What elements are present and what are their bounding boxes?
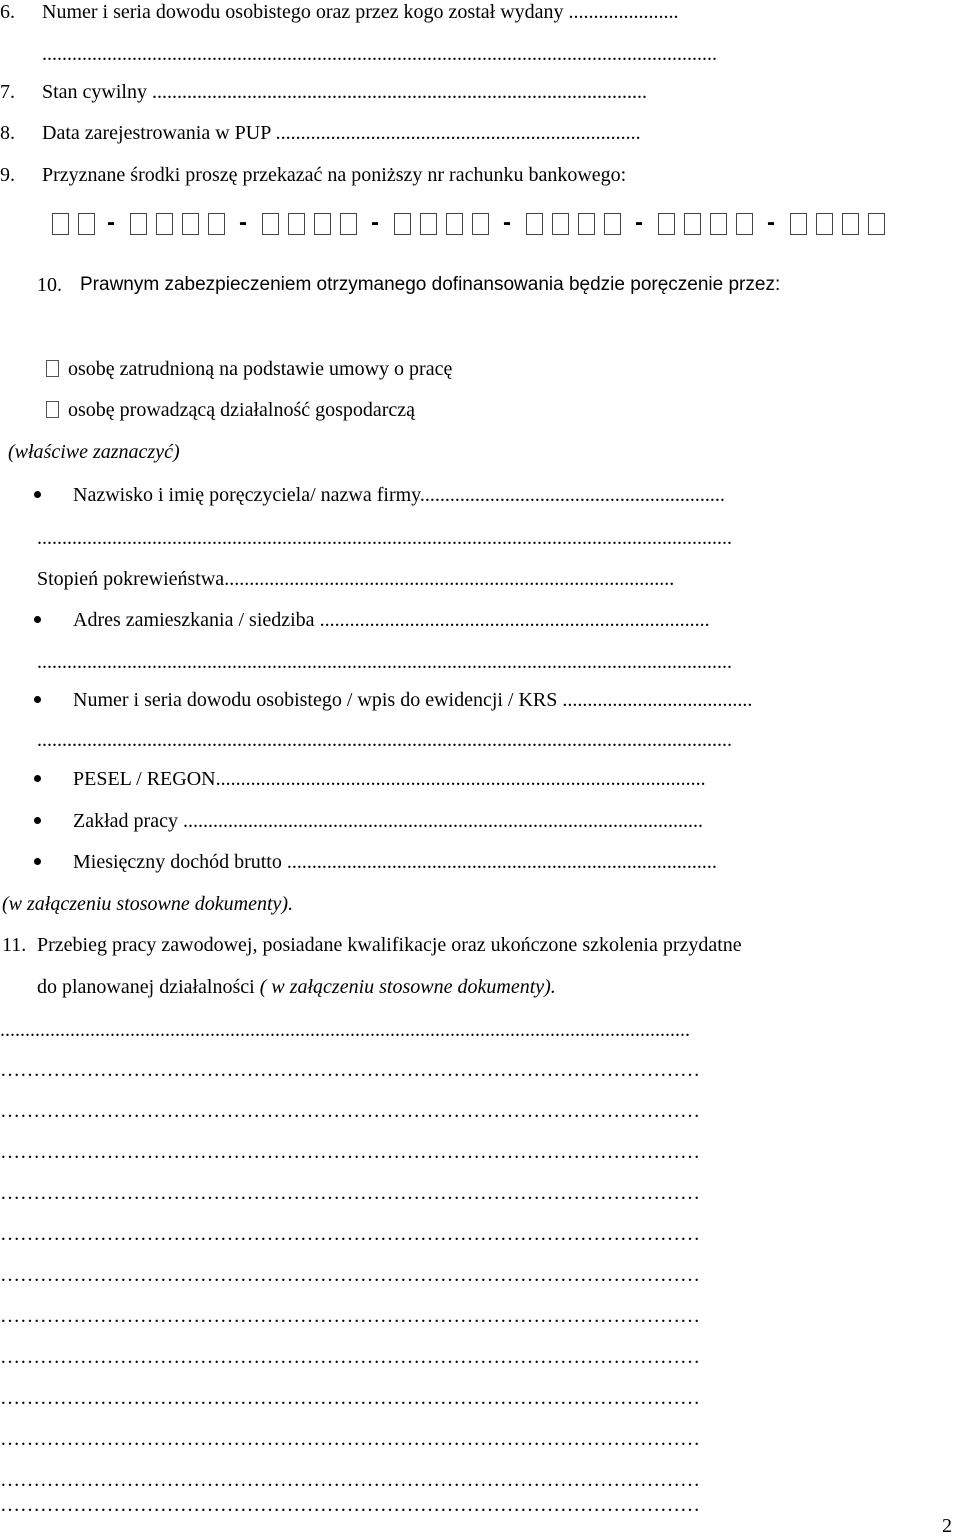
digit-box[interactable] [156, 213, 173, 235]
field-label: Adres zamieszkania / siedziba .............................................................................. [73, 609, 710, 631]
ellipsis-line: …………………………………………………………………………………………… [0, 1469, 700, 1491]
item-number: 7. [0, 81, 15, 103]
note-select: (właściwe zaznaczyć) [8, 441, 180, 463]
separator: - [371, 209, 379, 236]
digit-box[interactable] [604, 213, 621, 235]
field-label: Miesięczny dochód brutto ...................................................................................... [73, 851, 717, 873]
note-attachments: (w załączeniu stosowne dokumenty). [2, 893, 294, 915]
dotted-fill: ........................................................................................................................................... [37, 651, 732, 673]
field-label: Zakład pracy ........................................................................................................ [73, 810, 703, 832]
separator: - [635, 209, 643, 236]
digit-box[interactable] [288, 213, 305, 235]
digit-box[interactable] [420, 213, 437, 235]
bullet-icon [34, 858, 41, 865]
ellipsis-line: …………………………………………………………………………………………… [0, 1387, 700, 1409]
digit-box[interactable] [790, 213, 807, 235]
digit-box[interactable] [736, 213, 753, 235]
bullet-icon [34, 696, 41, 703]
item-text: Prawnym zabezpieczeniem otrzymanego dofinansowania będzie poręczenie przez: [80, 274, 781, 295]
digit-box[interactable] [684, 213, 701, 235]
ellipsis-line: …………………………………………………………………………………………… [0, 1305, 700, 1327]
ellipsis-line: …………………………………………………………………………………………… [0, 1182, 700, 1204]
separator: - [239, 209, 247, 236]
field-label: Numer i seria dowodu osobistego / wpis do ewidencji / KRS ...................................... [73, 689, 753, 711]
separator: - [503, 209, 511, 236]
digit-box[interactable] [842, 213, 859, 235]
page-number: 2 [942, 1515, 952, 1537]
item-text: Stan cywilny ................................................................................................... [42, 81, 647, 103]
item-number: 8. [0, 122, 15, 144]
option-label: osobę prowadzącą działalność gospodarczą [68, 399, 416, 421]
item-text: do planowanej działalności [37, 976, 255, 998]
digit-box[interactable] [130, 213, 147, 235]
item-number: 9. [0, 164, 15, 186]
ellipsis-line: …………………………………………………………………………………………… [0, 1059, 700, 1081]
checkbox[interactable] [46, 401, 59, 418]
ellipsis-line: …………………………………………………………………………………………… [0, 1223, 700, 1245]
field-label: PESEL / REGON.................................................................................................. [73, 768, 706, 790]
item-number: 6. [0, 1, 15, 23]
bullet-icon [34, 491, 41, 498]
field-kinship: Stopień pokrewieństwa.......................................................................................... [37, 568, 675, 590]
ellipsis-line: …………………………………………………………………………………………… [0, 1264, 700, 1286]
item-number: 10. [37, 274, 62, 296]
digit-box[interactable] [868, 213, 885, 235]
digit-box[interactable] [472, 213, 489, 235]
dotted-fill: ....................................................................................................................................... [42, 43, 717, 65]
digit-box[interactable] [552, 213, 569, 235]
bank-account-boxes[interactable] [52, 211, 912, 239]
ellipsis-line: …………………………………………………………………………………………… [0, 1141, 700, 1163]
bullet-icon [34, 616, 41, 623]
separator: - [107, 209, 115, 236]
dotted-line: .......................................................................................................................................... [0, 1019, 690, 1041]
digit-box[interactable] [394, 213, 411, 235]
digit-box[interactable] [314, 213, 331, 235]
ellipsis-line: …………………………………………………………………………………………… [0, 1494, 700, 1516]
option-business[interactable] [46, 398, 415, 422]
ellipsis-line: …………………………………………………………………………………………… [0, 1100, 700, 1122]
item-text: Data zarejestrowania w PUP ......................................................................... [42, 122, 641, 144]
digit-box[interactable] [262, 213, 279, 235]
digit-box[interactable] [710, 213, 727, 235]
digit-box[interactable] [52, 213, 69, 235]
digit-box[interactable] [446, 213, 463, 235]
option-employed[interactable] [46, 357, 452, 381]
digit-box[interactable] [816, 213, 833, 235]
bullet-icon [34, 775, 41, 782]
item-text: Numer i seria dowodu osobistego oraz przez kogo został wydany ...................... [42, 1, 679, 23]
dotted-fill: ........................................................................................................................................... [37, 527, 732, 549]
digit-box[interactable] [340, 213, 357, 235]
dotted-fill: ........................................................................................................................................... [37, 729, 732, 751]
item-text-italic: ( w załączeniu stosowne dokumenty). [254, 976, 556, 998]
bullet-icon [34, 817, 41, 824]
field-label: Nazwisko i imię poręczyciela/ nazwa firmy............................................................. [73, 484, 725, 506]
digit-box[interactable] [658, 213, 675, 235]
separator: - [767, 209, 775, 236]
item-11-line-2 [37, 975, 556, 999]
item-text: Przebieg pracy zawodowej, posiadane kwalifikacje oraz ukończone szkolenia przydatne [37, 934, 742, 956]
digit-box[interactable] [578, 213, 595, 235]
ellipsis-line: …………………………………………………………………………………………… [0, 1346, 700, 1368]
option-label: osobę zatrudnioną na podstawie umowy o pracę [68, 358, 453, 380]
digit-box[interactable] [182, 213, 199, 235]
item-number: 11. [2, 934, 27, 956]
digit-box[interactable] [78, 213, 95, 235]
ellipsis-line: …………………………………………………………………………………………… [0, 1428, 700, 1450]
digit-box[interactable] [526, 213, 543, 235]
item-text: Przyznane środki proszę przekazać na poniższy nr rachunku bankowego: [42, 164, 627, 186]
digit-box[interactable] [208, 213, 225, 235]
checkbox[interactable] [46, 360, 59, 377]
